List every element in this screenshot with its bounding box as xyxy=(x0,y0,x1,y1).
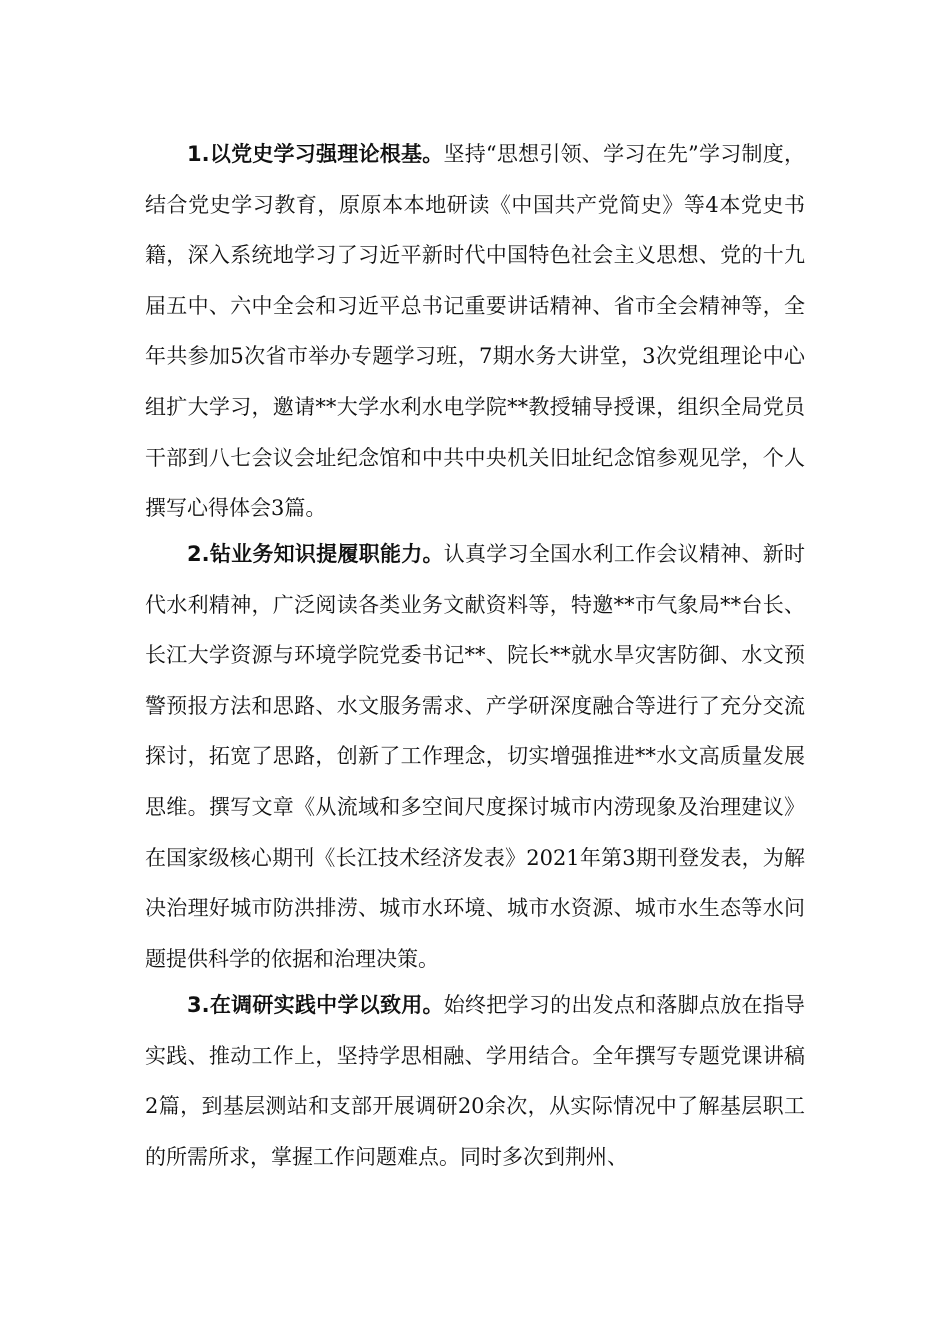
paragraph-2-heading: 2.钻业务知识提履职能力。 xyxy=(187,542,444,566)
paragraph-1-heading: 1.以党史学习强理论根基。 xyxy=(187,142,444,166)
paragraph-1-body: 坚持“思想引领、学习在先”学习制度，结合党史学习教育，原原本本地研读《中国共产党简史》等4本党史书籍，深入系统地学习了习近平新时代中国特色社会主义思想、党的十九届五中、六中全会和习近平总书记重要讲话精神、省市全会精神等，全年共参加5次省市举办专题学习班，7期水务大讲堂，3次党组理论中心组扩大学习，邀请**大学水利水电学院**教授辅导授课，组织全局党员干部到八七会议会址纪念馆和中共中央机关旧址纪念馆参观见学，个人撰写心得体会3篇。 xyxy=(145,142,805,521)
paragraph-2-body: 认真学习全国水利工作会议精神、新时代水利精神，广泛阅读各类业务文献资料等，特邀**市气象局**台长、长江大学资源与环境学院党委书记**、院长**就水旱灾害防御、水文预警预报方法和思路、水文服务需求、产学研深度融合等进行了充分交流探讨，拓宽了思路，创新了工作理念，切实增强推进**水文高质量发展思维。撰写文章《从流域和多空间尺度探讨城市内涝现象及治理建议》在国家级核心期刊《长江技术经济发表》2021年第3期刊登发表，为解决治理好城市防洪排涝、城市水环境、城市水资源、城市水生态等水问题提供科学的依据和治理决策。 xyxy=(145,542,805,971)
paragraph-3-heading: 3.在调研实践中学以致用。 xyxy=(187,993,444,1017)
paragraph-1 xyxy=(145,129,805,534)
paragraph-3 xyxy=(145,980,805,1182)
paragraph-3-body: 始终把学习的出发点和落脚点放在指导实践、推动工作上，坚持学思相融、学用结合。全年撰写专题党课讲稿2篇，到基层测站和支部开展调研20余次，从实际情况中了解基层职工的所需所求，掌握工作问题难点。同时多次到荆州、 xyxy=(145,993,805,1169)
paragraph-2 xyxy=(145,529,805,984)
